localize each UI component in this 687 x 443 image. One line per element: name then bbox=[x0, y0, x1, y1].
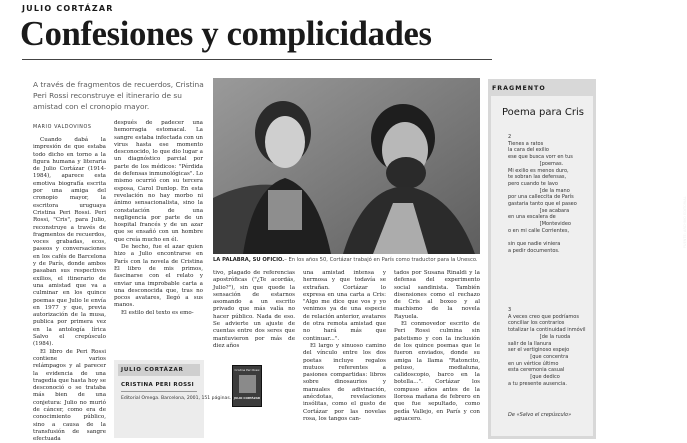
body-paragraph: De hecho, fue el azar quien hizo a Julio encontrarse en París con la novela de Cristina El libro de mis primos, fascinarse con el relato y enviar una improbable carta a una desconocida que, tras no pocos avatares, llegó a sus manos. bbox=[114, 244, 203, 309]
article-deck: A través de fragmentos de recuerdos, Cristina Peri Rossi reconstruye el itinerario de su amistad con el cronopio mayor. bbox=[33, 80, 204, 111]
body-column-3 bbox=[213, 270, 295, 438]
body-paragraph: después de padecer una hemorragia estomacal. La sangre estaba infectada con un virus hasta ese momento desconocido, lo que dio lugar a un diagnóstico parcial por parte de los médicos: "Pérdida de defensas inmunológicas". Lo mismo ocurrió con su tercera esposa, Carol Dunlop. En esta revelación no hay morbo ni ánimo sensacionalista, sino la constatación de una negligencia por parte de un hospital francés y de un azar que se ensañó con un hombre que creía mucho en él. bbox=[114, 120, 203, 243]
body-paragraph: El estilo del texto es emo- bbox=[121, 309, 194, 316]
body-paragraph: una amistad intensa y hermosa y que todavía se extrañan. Cortázar lo expresa en una carta a Cris: "Algo me dice que vos y yo venimos ya de una especie de relación anterior, avatares de otra remota amistad que no hará más que continuar...". bbox=[303, 270, 386, 342]
poem-title: Poema para Cris bbox=[502, 107, 584, 118]
book-cover bbox=[232, 365, 262, 407]
body-paragraph: tivo, plagado de referencias apostróficas ("¿Te acordás, Julio?"), sin que quede la sensación de estarnos asomando a un escrito privado que más valía no hacer público. Nada de eso. Se advierte un ajuste de cuentas entre dos seres que mantuvieron por más de diez años bbox=[213, 270, 295, 349]
info-box-publication: Editorial Omega. Barcelona, 2001, 151 páginas. bbox=[121, 396, 232, 401]
caption-text: – En los años 50, Cortázar trabajó en París como traductor para la Unesco. bbox=[284, 257, 478, 263]
body-column-5 bbox=[394, 270, 480, 438]
caption-lead: LA PALABRA, SU OFICIO. bbox=[213, 257, 285, 263]
article-headline: Confesiones y complicidades bbox=[20, 15, 432, 53]
photo-credit: FUENTE: ARCHIVO EDITORIAL bbox=[683, 196, 687, 248]
body-paragraph: El libro de Peri Rossi contiene varios relámpagos y al parecer la evidencia de una tragedia que hasta hoy se desconoció o se trataba más bien de una conjetura: Julio no murió de cáncer, como era de conocimiento público, sino a causa de la transfusión de sangre efectuada bbox=[33, 348, 106, 443]
body-paragraph: El conmovedor escrito de Peri Rossi culmina sin patetismo y con la inclusión de los quince poemas que le fueron enviados, donde su amiga la llama "Ratoncito, peluso, medialuna, calidoscopio, barco en la botella...". Cortázar los compuso años antes de la llorosa mañana de febrero en que fue sepultado, como pedía Vallejo, en París y con aguacero. bbox=[394, 321, 480, 422]
poem-stanza-2: 2 Tienes a ratos la cara del exilio ese que busca vorr en tus [poemas. Mi exilio es menos duro, te sobran las defensas, pero cuando te lavo [de la mano por una calleccita de París gastaria tanto que el paseo [se acabara en una escalera de [Montevideo o en mi calle Corrientes, sin que nadie viniera a pedir documentos. bbox=[508, 134, 577, 254]
body-paragraph: tados por Susana Rinaldi y la defensa del experimento social sandinista. También disensiones como el rechazo de Cris al boxeo y al machismo de la novela Rayuela. bbox=[394, 270, 480, 320]
body-paragraph: El largo y sinuoso camino del vínculo entre los dos poetas incluye regalos mutuos referentes a pasiones compartidas: libros sobre dinosaurios y manuales de adivinación, anécdotas, revelaciones insólitas, como el gusto de Cortázar por las novelas rosa, los tangos can- bbox=[303, 342, 386, 422]
byline: MARIO VALDOVINOS bbox=[33, 125, 92, 130]
photo-image bbox=[213, 78, 480, 254]
body-column-2 bbox=[114, 120, 203, 360]
body-paragraph: Cuando dabá la impresión de que estaba todo dicho en torno a la figura humana y literaria de Julio Cortázar (1914-1984), aparece esta emotiva biografía escrita por una amiga del cronopio mayor, la escritora uruguaya Cristina Peri Rossi. Peri Rossi, "Cris", para Julio, reconstruye a través de fragmentos de recuerdos, voces grabadas, ecos, paseos y conversaciones en los cafés de Barcelona y de París, donde ambos pasaban sus respectivos exilios, el itinerario de una amistad que va a culminar en los quince poemas que Julio le envía en 1977 y que, previa autorización de la musa, publica por primera vez en la antología lírica Salvo el crepúsculo (1984). bbox=[33, 137, 106, 348]
header-divider bbox=[22, 59, 492, 60]
fragment-sidebar bbox=[488, 79, 596, 439]
book-cover-portrait bbox=[239, 375, 256, 393]
book-info-box bbox=[114, 360, 232, 438]
info-box-divider bbox=[121, 391, 197, 392]
info-box-author: CRISTINA PERI ROSSI bbox=[121, 382, 195, 388]
article-kicker: JULIO CORTÁZAR bbox=[22, 4, 114, 13]
body-column-4 bbox=[303, 270, 386, 438]
sidebar-label: FRAGMENTO bbox=[492, 85, 546, 92]
poem-citation: De «Salvo el crepúsculo» bbox=[508, 412, 572, 418]
body-column-1 bbox=[33, 137, 106, 443]
book-cover-title: JULIO CORTÁZAR bbox=[233, 396, 261, 400]
info-box-title: JULIO CORTÁZAR bbox=[118, 364, 200, 376]
book-cover-author: Cristina Peri Rossi bbox=[234, 368, 260, 372]
poem-stanza-3: 3 A veces creo que podríamos conciliar los contrarios totalizar la continuidad inmóvil [de la ruoda salir de la llanura ser el vertiginoso espejo [que concentra en un vértice último esta ceremonia casual [que dedico a tu presente ausencia. bbox=[508, 307, 586, 387]
photo-caption bbox=[213, 257, 483, 263]
